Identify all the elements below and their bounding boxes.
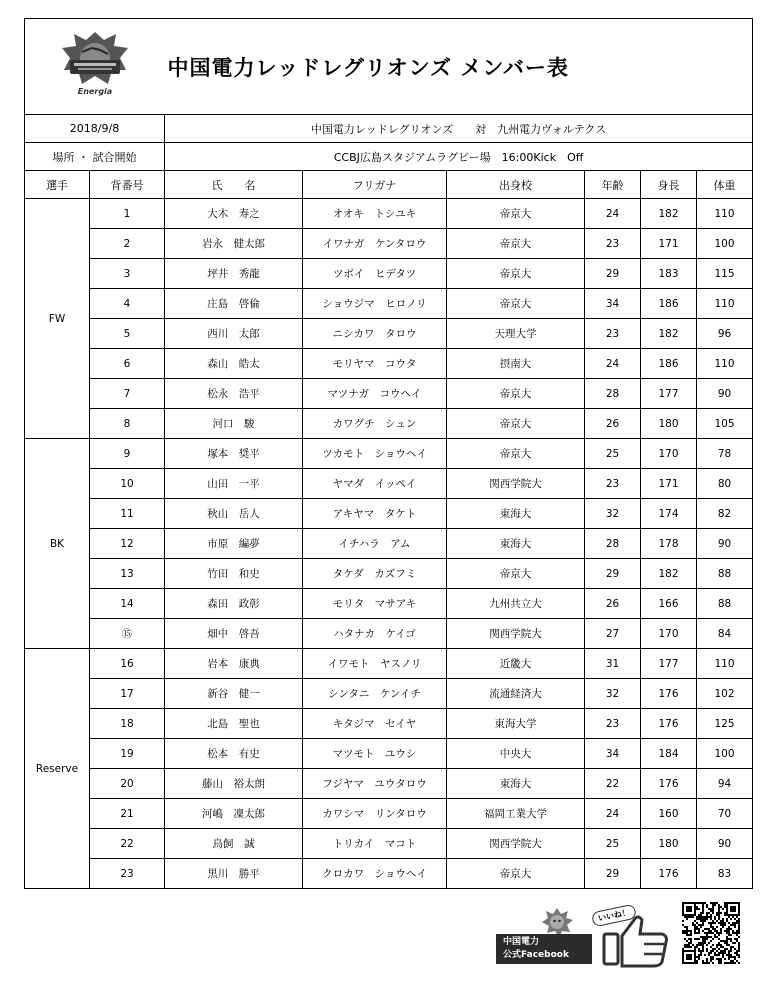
player-number: 14 (90, 589, 165, 619)
player-school: 帝京大 (447, 439, 585, 469)
player-number: 20 (90, 769, 165, 799)
player-age: 34 (585, 739, 641, 769)
player-kana: モリヤマ コウタ (303, 349, 447, 379)
player-name: 鳥飼 誠 (165, 829, 303, 859)
player-kana: ヤマダ イッペイ (303, 469, 447, 499)
player-name: 秋山 岳人 (165, 499, 303, 529)
player-number: 12 (90, 529, 165, 559)
player-height: 177 (641, 649, 697, 679)
player-kana: モリタ マサアキ (303, 589, 447, 619)
player-name: 庄島 啓倫 (165, 289, 303, 319)
position-group-label: FW (25, 199, 90, 439)
player-weight: 80 (697, 469, 753, 499)
like-bubble: いいね！ (591, 904, 637, 928)
col-name: 氏 名 (165, 171, 303, 199)
player-height: 176 (641, 769, 697, 799)
player-school: 関西学院大 (447, 829, 585, 859)
player-weight: 96 (697, 319, 753, 349)
member-sheet (24, 18, 752, 889)
player-number: 19 (90, 739, 165, 769)
table-row (25, 469, 753, 499)
table-row (25, 709, 753, 739)
player-school: 関西学院大 (447, 469, 585, 499)
player-number: 6 (90, 349, 165, 379)
table-row (25, 499, 753, 529)
player-name: 森山 皓太 (165, 349, 303, 379)
player-number: 13 (90, 559, 165, 589)
player-school: 帝京大 (447, 259, 585, 289)
player-height: 186 (641, 289, 697, 319)
col-kana: フリガナ (303, 171, 447, 199)
player-number: 8 (90, 409, 165, 439)
player-height: 184 (641, 739, 697, 769)
player-name: 松本 有史 (165, 739, 303, 769)
player-kana: ショウジマ ヒロノリ (303, 289, 447, 319)
player-number: 5 (90, 319, 165, 349)
player-age: 23 (585, 229, 641, 259)
player-kana: オオキ トシユキ (303, 199, 447, 229)
player-number: 11 (90, 499, 165, 529)
table-row (25, 619, 753, 649)
player-school: 帝京大 (447, 379, 585, 409)
player-name: 市原 編夢 (165, 529, 303, 559)
match-teams: 中国電力レッドレグリオンズ 対 九州電力ヴォルテクス (165, 115, 753, 143)
facebook-badge[interactable] (496, 934, 592, 964)
player-age: 27 (585, 619, 641, 649)
player-name: 河嶋 凜太郎 (165, 799, 303, 829)
player-height: 170 (641, 619, 697, 649)
player-name: 岩本 康典 (165, 649, 303, 679)
table-row (25, 439, 753, 469)
table-row (25, 649, 753, 679)
thumbs-up-icon[interactable] (600, 912, 670, 968)
table-row (25, 289, 753, 319)
player-height: 176 (641, 709, 697, 739)
player-age: 28 (585, 529, 641, 559)
col-position: 選手 (25, 171, 90, 199)
player-weight: 88 (697, 589, 753, 619)
player-height: 182 (641, 199, 697, 229)
player-age: 28 (585, 379, 641, 409)
col-height: 身長 (641, 171, 697, 199)
player-weight: 78 (697, 439, 753, 469)
player-name: 松永 浩平 (165, 379, 303, 409)
col-weight: 体重 (697, 171, 753, 199)
col-school: 出身校 (447, 171, 585, 199)
player-weight: 88 (697, 559, 753, 589)
player-weight: 110 (697, 289, 753, 319)
player-weight: 110 (697, 349, 753, 379)
player-school: 帝京大 (447, 199, 585, 229)
col-age: 年齢 (585, 171, 641, 199)
table-row (25, 829, 753, 859)
player-name: 新谷 健一 (165, 679, 303, 709)
player-height: 176 (641, 859, 697, 889)
player-school: 帝京大 (447, 409, 585, 439)
column-header-row (25, 171, 753, 199)
table-row (25, 319, 753, 349)
player-age: 24 (585, 349, 641, 379)
player-school: 東海大 (447, 499, 585, 529)
player-kana: シンタニ ケンイチ (303, 679, 447, 709)
player-age: 29 (585, 259, 641, 289)
player-school: 福岡工業大学 (447, 799, 585, 829)
player-name: 塚本 奨平 (165, 439, 303, 469)
player-kana: イチハラ アム (303, 529, 447, 559)
table-row (25, 409, 753, 439)
player-name: 河口 駿 (165, 409, 303, 439)
player-number: 21 (90, 799, 165, 829)
player-age: 32 (585, 499, 641, 529)
player-number: 22 (90, 829, 165, 859)
player-kana: イワナガ ケンタロウ (303, 229, 447, 259)
player-school: 九州共立大 (447, 589, 585, 619)
player-height: 171 (641, 469, 697, 499)
player-name: 森田 政彰 (165, 589, 303, 619)
player-age: 24 (585, 199, 641, 229)
venue-label: 場所 ・ 試合開始 (25, 143, 165, 171)
player-number: 18 (90, 709, 165, 739)
player-school: 帝京大 (447, 859, 585, 889)
player-height: 171 (641, 229, 697, 259)
logo-cell (25, 19, 165, 115)
player-height: 178 (641, 529, 697, 559)
player-kana: アキヤマ タケト (303, 499, 447, 529)
player-weight: 90 (697, 529, 753, 559)
player-age: 32 (585, 679, 641, 709)
player-age: 23 (585, 709, 641, 739)
player-number: 10 (90, 469, 165, 499)
table-row (25, 229, 753, 259)
player-kana: キタジマ セイヤ (303, 709, 447, 739)
player-weight: 100 (697, 739, 753, 769)
player-weight: 110 (697, 649, 753, 679)
player-weight: 105 (697, 409, 753, 439)
player-kana: マツモト ユウシ (303, 739, 447, 769)
player-school: 摂南大 (447, 349, 585, 379)
facebook-line2: 公式Facebook (503, 950, 569, 960)
player-height: 182 (641, 559, 697, 589)
player-height: 186 (641, 349, 697, 379)
player-kana: フジヤマ ユウタロウ (303, 769, 447, 799)
player-kana: タケダ カズフミ (303, 559, 447, 589)
table-row (25, 679, 753, 709)
player-height: 170 (641, 439, 697, 469)
player-height: 174 (641, 499, 697, 529)
match-date: 2018/9/8 (25, 115, 165, 143)
player-height: 176 (641, 679, 697, 709)
player-name: 岩永 健太郎 (165, 229, 303, 259)
player-number: 7 (90, 379, 165, 409)
player-kana: カワシマ リンタロウ (303, 799, 447, 829)
player-name: 西川 太郎 (165, 319, 303, 349)
player-number: 2 (90, 229, 165, 259)
table-row (25, 349, 753, 379)
player-name: 北島 聖也 (165, 709, 303, 739)
player-kana: トリカイ マコト (303, 829, 447, 859)
player-weight: 83 (697, 859, 753, 889)
player-age: 22 (585, 769, 641, 799)
player-height: 182 (641, 319, 697, 349)
player-kana: カワグチ シュン (303, 409, 447, 439)
page-title: 中国電力レッドレグリオンズ メンバー表 (165, 19, 753, 115)
player-school: 東海大 (447, 529, 585, 559)
player-height: 180 (641, 829, 697, 859)
player-number: 3 (90, 259, 165, 289)
player-kana: クロカワ ショウヘイ (303, 859, 447, 889)
player-weight: 125 (697, 709, 753, 739)
player-kana: ニシカワ タロウ (303, 319, 447, 349)
player-weight: 94 (697, 769, 753, 799)
player-weight: 102 (697, 679, 753, 709)
player-number: 4 (90, 289, 165, 319)
player-kana: ツカモト ショウヘイ (303, 439, 447, 469)
player-weight: 100 (697, 229, 753, 259)
player-age: 23 (585, 469, 641, 499)
player-kana: ツボイ ヒデタツ (303, 259, 447, 289)
position-group-label: BK (25, 439, 90, 649)
player-height: 180 (641, 409, 697, 439)
table-row (25, 859, 753, 889)
player-name: 山田 一平 (165, 469, 303, 499)
player-age: 25 (585, 439, 641, 469)
facebook-line1: 中国電力 (503, 937, 540, 947)
table-row (25, 199, 753, 229)
player-age: 23 (585, 319, 641, 349)
table-row (25, 589, 753, 619)
table-row (25, 739, 753, 769)
qr-code-icon[interactable] (682, 902, 740, 964)
player-kana: ハタナカ ケイゴ (303, 619, 447, 649)
player-school: 帝京大 (447, 559, 585, 589)
footer (496, 900, 756, 972)
player-kana: イワモト ヤスノリ (303, 649, 447, 679)
table-row (25, 799, 753, 829)
player-name: 坪井 秀龍 (165, 259, 303, 289)
player-height: 183 (641, 259, 697, 289)
player-age: 25 (585, 829, 641, 859)
player-number: ⑮ (90, 619, 165, 649)
table-row (25, 769, 753, 799)
player-school: 東海大 (447, 769, 585, 799)
match-venue: CCBJ広島スタジアムラグビー場 16:00Kick Off (165, 143, 753, 171)
player-age: 24 (585, 799, 641, 829)
player-number: 9 (90, 439, 165, 469)
player-age: 29 (585, 559, 641, 589)
player-number: 16 (90, 649, 165, 679)
player-name: 大木 寿之 (165, 199, 303, 229)
table-row (25, 529, 753, 559)
player-age: 29 (585, 859, 641, 889)
player-name: 藤山 裕太朗 (165, 769, 303, 799)
logo-text: Energia (77, 87, 112, 96)
player-weight: 115 (697, 259, 753, 289)
player-age: 34 (585, 289, 641, 319)
player-weight: 84 (697, 619, 753, 649)
member-table (24, 18, 753, 889)
table-row (25, 379, 753, 409)
col-number: 背番号 (90, 171, 165, 199)
player-school: 帝京大 (447, 289, 585, 319)
player-school: 近畿大 (447, 649, 585, 679)
player-weight: 82 (697, 499, 753, 529)
player-age: 26 (585, 589, 641, 619)
player-school: 中央大 (447, 739, 585, 769)
player-school: 関西学院大 (447, 619, 585, 649)
table-row (25, 559, 753, 589)
player-weight: 90 (697, 379, 753, 409)
team-logo-icon (52, 26, 138, 104)
player-name: 畑中 啓吾 (165, 619, 303, 649)
player-school: 東海大学 (447, 709, 585, 739)
player-weight: 110 (697, 199, 753, 229)
player-age: 31 (585, 649, 641, 679)
player-name: 竹田 和史 (165, 559, 303, 589)
player-weight: 90 (697, 829, 753, 859)
player-weight: 70 (697, 799, 753, 829)
player-number: 1 (90, 199, 165, 229)
player-school: 帝京大 (447, 229, 585, 259)
player-school: 天理大学 (447, 319, 585, 349)
player-age: 26 (585, 409, 641, 439)
player-kana: マツナガ コウヘイ (303, 379, 447, 409)
player-height: 166 (641, 589, 697, 619)
table-row (25, 259, 753, 289)
player-number: 17 (90, 679, 165, 709)
player-school: 流通経済大 (447, 679, 585, 709)
position-group-label: Reserve (25, 649, 90, 889)
player-height: 160 (641, 799, 697, 829)
player-name: 黒川 勝平 (165, 859, 303, 889)
player-height: 177 (641, 379, 697, 409)
player-number: 23 (90, 859, 165, 889)
